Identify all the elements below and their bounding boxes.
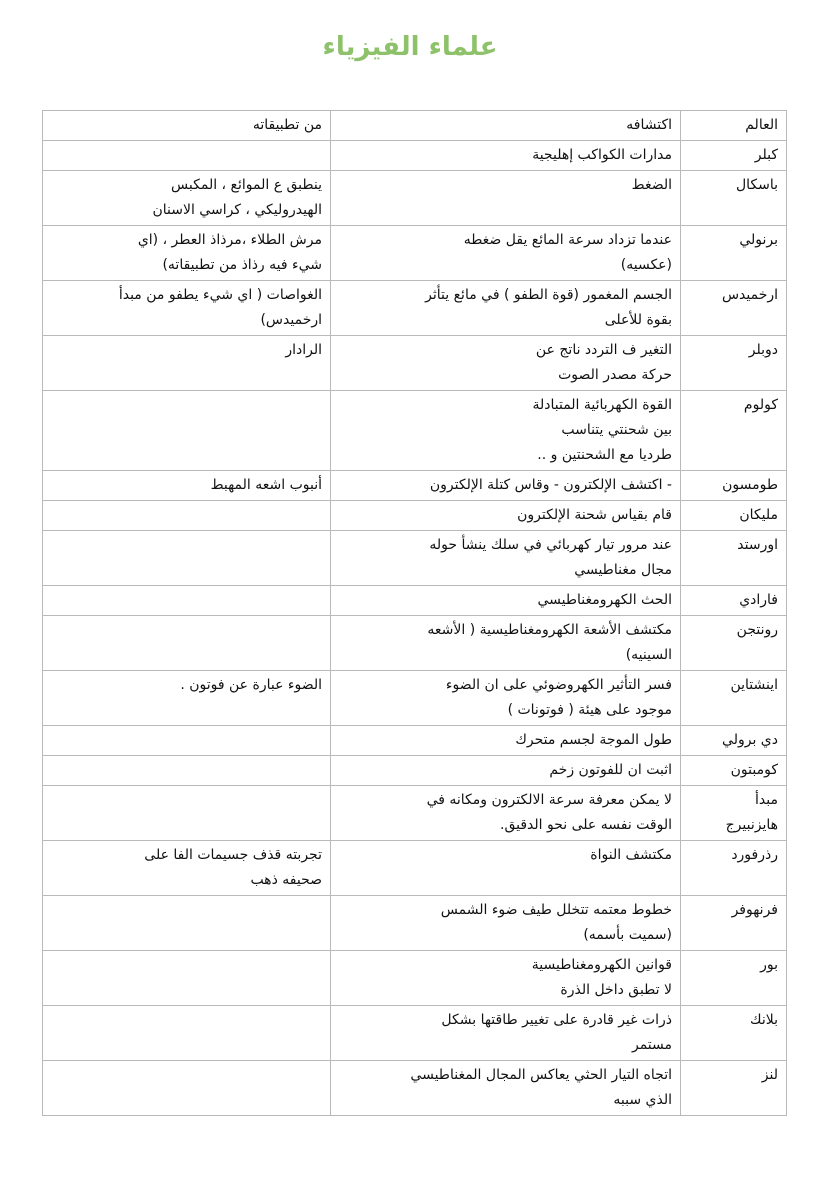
scientist-cell: فارادي: [681, 586, 787, 616]
scientist-cell: طومسون: [681, 471, 787, 501]
table-row: [43, 756, 787, 786]
scientist-cell: فرنهوفر: [681, 896, 787, 951]
discovery-cell: التغير ف التردد ناتج عن حركة مصدر الصوت: [331, 336, 681, 391]
table-header-row: [43, 111, 787, 141]
application-cell: [43, 391, 331, 471]
physicists-table: [42, 110, 787, 1116]
application-cell: [43, 786, 331, 841]
discovery-cell: طول الموجة لجسم متحرك: [331, 726, 681, 756]
discovery-cell: اثبت ان للفوتون زخم: [331, 756, 681, 786]
discovery-cell: عندما تزداد سرعة المائع يقل ضغطه (عكسيه): [331, 226, 681, 281]
table-row: [43, 501, 787, 531]
scientist-cell: رونتجن: [681, 616, 787, 671]
application-cell: [43, 586, 331, 616]
application-cell: مرش الطلاء ،مرذاذ العطر ، (اي شيء فيه رذاذ من تطبيقاته): [43, 226, 331, 281]
table-row: [43, 1061, 787, 1116]
application-cell: [43, 756, 331, 786]
table-row: [43, 786, 787, 841]
discovery-cell: الجسم المغمور (قوة الطفو ) في مائع يتأثر بقوة للأعلى: [331, 281, 681, 336]
discovery-cell: القوة الكهربائية المتبادلة بين شحنتي يتناسب طرديا مع الشحنتين و ..: [331, 391, 681, 471]
scientist-cell: رذرفورد: [681, 841, 787, 896]
application-cell: [43, 726, 331, 756]
scientist-cell: اينشتاين: [681, 671, 787, 726]
scientist-cell: باسكال: [681, 171, 787, 226]
application-cell: الغواصات ( اي شيء يطفو من مبدأ ارخميدس): [43, 281, 331, 336]
scientist-cell: كومبتون: [681, 756, 787, 786]
discovery-cell: خطوط معتمه تتخلل طيف ضوء الشمس (سميت بأسمه): [331, 896, 681, 951]
scientist-cell: دي برولي: [681, 726, 787, 756]
application-cell: [43, 1006, 331, 1061]
header-application: من تطبيقاته: [43, 111, 331, 141]
discovery-cell: الحث الكهرومغناطيسي: [331, 586, 681, 616]
table-row: [43, 171, 787, 226]
discovery-cell: قام بقياس شحنة الإلكترون: [331, 501, 681, 531]
scientist-cell: بلانك: [681, 1006, 787, 1061]
discovery-cell: الضغط: [331, 171, 681, 226]
table-row: [43, 391, 787, 471]
table-row: [43, 531, 787, 586]
table-row: [43, 586, 787, 616]
table-row: [43, 141, 787, 171]
discovery-cell: ذرات غير قادرة على تغيير طاقتها بشكل مستمر: [331, 1006, 681, 1061]
table-row: [43, 896, 787, 951]
scientist-cell: كبلر: [681, 141, 787, 171]
table-row: [43, 336, 787, 391]
discovery-cell: عند مرور تيار كهربائي في سلك ينشأ حوله مجال مغناطيسي: [331, 531, 681, 586]
scientist-cell: برنولي: [681, 226, 787, 281]
discovery-cell: اتجاه التيار الحثي يعاكس المجال المغناطيسي الذي سببه: [331, 1061, 681, 1116]
application-cell: [43, 616, 331, 671]
table-row: [43, 1006, 787, 1061]
table-row: [43, 616, 787, 671]
table-row: [43, 226, 787, 281]
application-cell: الضوء عبارة عن فوتون .: [43, 671, 331, 726]
application-cell: [43, 141, 331, 171]
table-row: [43, 671, 787, 726]
application-cell: [43, 896, 331, 951]
scientist-cell: ارخميدس: [681, 281, 787, 336]
application-cell: الرادار: [43, 336, 331, 391]
scientist-cell: لنز: [681, 1061, 787, 1116]
table-row: [43, 471, 787, 501]
application-cell: ينطبق ع الموائع ، المكبس الهيدروليكي ، كراسي الاسنان: [43, 171, 331, 226]
page-title: علماء الفيزياء: [322, 32, 498, 62]
discovery-cell: مكتشف النواة: [331, 841, 681, 896]
table-row: [43, 951, 787, 1006]
table-row: [43, 841, 787, 896]
table-row: [43, 726, 787, 756]
discovery-cell: قوانين الكهرومغناطيسية لا تطبق داخل الذرة: [331, 951, 681, 1006]
scientist-cell: دوبلر: [681, 336, 787, 391]
discovery-cell: مكتشف الأشعة الكهرومغناطيسية ( الأشعه السينيه): [331, 616, 681, 671]
application-cell: [43, 1061, 331, 1116]
application-cell: [43, 501, 331, 531]
scientist-cell: مليكان: [681, 501, 787, 531]
scientist-cell: مبدأ هايزنبيرج: [681, 786, 787, 841]
table-row: [43, 281, 787, 336]
application-cell: [43, 951, 331, 1006]
discovery-cell: فسر التأثير الكهروضوئي على ان الضوء موجود على هيئة ( فوتونات ): [331, 671, 681, 726]
scientist-cell: بور: [681, 951, 787, 1006]
header-scientist: العالم: [681, 111, 787, 141]
header-discovery: اكتشافه: [331, 111, 681, 141]
application-cell: تجربته قذف جسيمات الفا على صحيفه ذهب: [43, 841, 331, 896]
scientist-cell: كولوم: [681, 391, 787, 471]
scientist-cell: اورستد: [681, 531, 787, 586]
discovery-cell: لا يمكن معرفة سرعة الالكترون ومكانه في الوقت نفسه على نحو الدقيق.: [331, 786, 681, 841]
application-cell: أنبوب اشعه المهبط: [43, 471, 331, 501]
application-cell: [43, 531, 331, 586]
discovery-cell: - اكتشف الإلكترون - وقاس كتلة الإلكترون: [331, 471, 681, 501]
discovery-cell: مدارات الكواكب إهليجية: [331, 141, 681, 171]
